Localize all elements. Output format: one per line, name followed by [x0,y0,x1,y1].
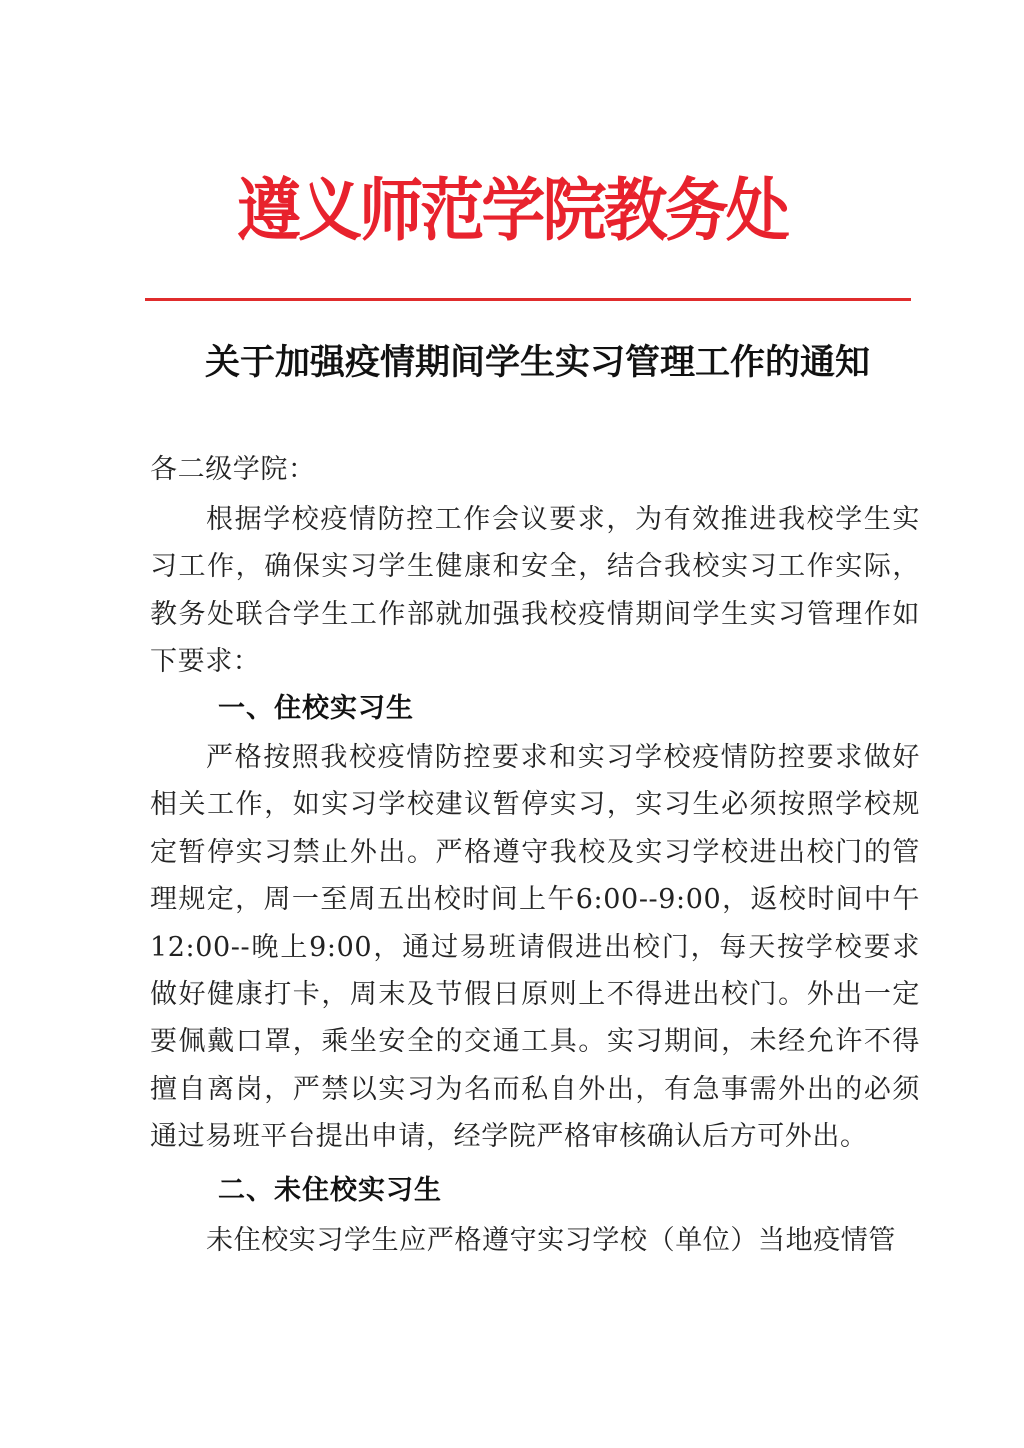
section-body-1: 严格按照我校疫情防控要求和实习学校疫情防控要求做好相关工作，如实习学校建议暂停实习，实习生必须按照学校规定暂停实习禁止外出。严格遵守我校及实习学校进出校门的管理规定，周一至周五出校时间上午6:00--9:00，返校时间中午12:00--晚上9:00，通过易班请假进出校门，每天按学校要求做好健康打卡，周末及节假日原则上不得进出校门。外出一定要佩戴口罩，乘坐安全的交通工具。实习期间，未经允许不得擅自离岗，严禁以实习为名而私自外出，有急事需外出的必须通过易班平台提出申请，经学院严格审核确认后方可外出。 [150,742,920,1153]
salutation: 各二级学院： [150,454,316,485]
section-body-2: 未住校实习学生应严格遵守实习学校（单位）当地疫情管 [206,1225,896,1256]
document-title: 关于加强疫情期间学生实习管理工作的通知 [204,343,870,383]
section-heading-2: 二、未住校实习生 [218,1175,442,1206]
org-header: 遵义师范学院教务处 [237,172,787,251]
intro-paragraph: 根据学校疫情防控工作会议要求，为有效推进我校学生实习工作，确保实习学生健康和安全，结合我校实习工作实际，教务处联合学生工作部就加强我校疫情期间学生实习管理作如下要求： [150,504,920,678]
red-divider [145,298,911,301]
section-heading-1: 一、住校实习生 [218,693,414,724]
